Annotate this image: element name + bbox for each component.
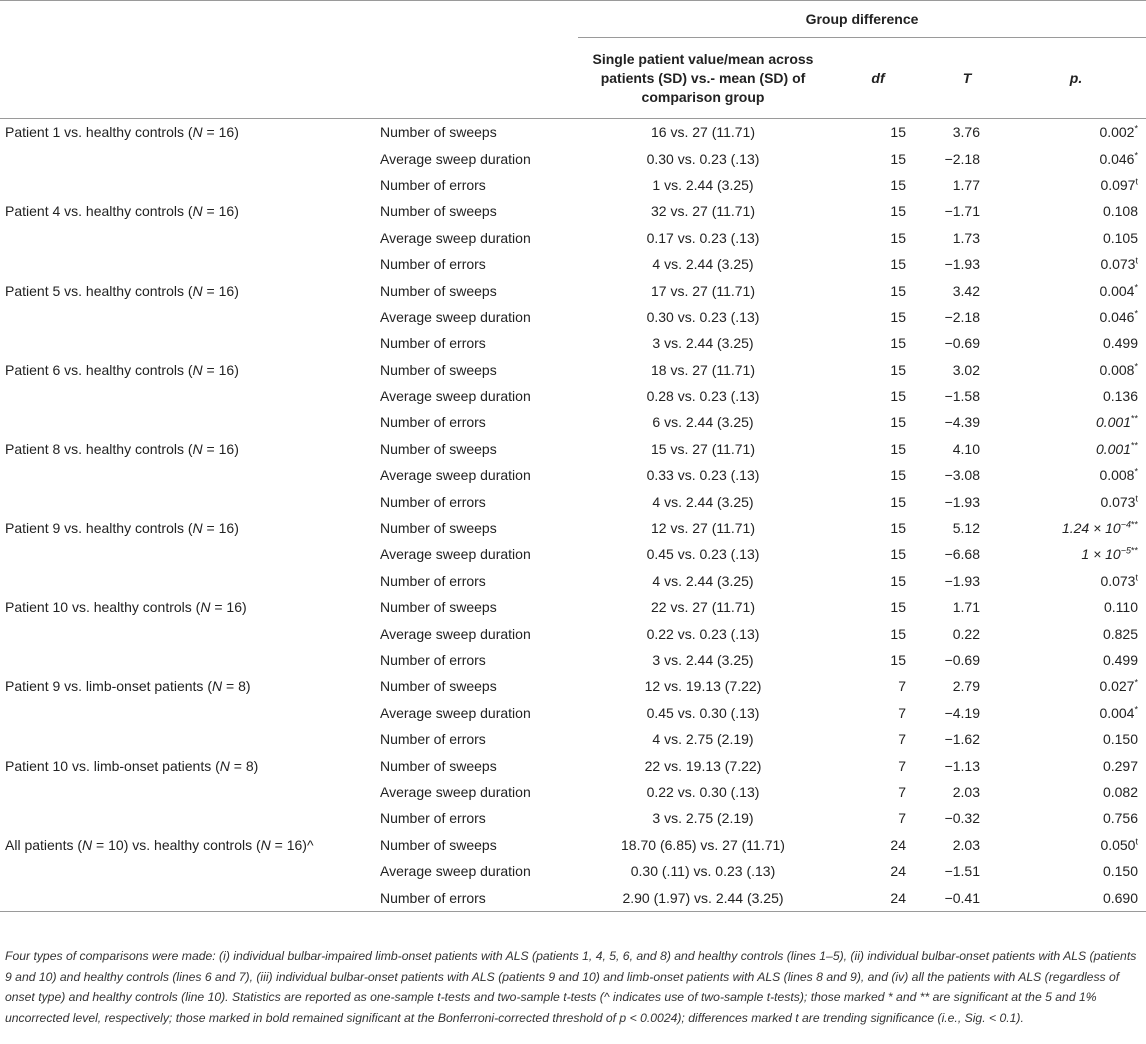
value-cell: 0.22 vs. 0.30 (.13) — [646, 783, 760, 800]
value-cell: 32 vs. 27 (11.71) — [650, 203, 756, 220]
measure-cell: Number of errors — [380, 493, 486, 510]
measure-cell: Number of sweeps — [380, 678, 497, 695]
t-cell: 2.03 — [952, 783, 980, 800]
value-cell: 15 vs. 27 (11.71) — [650, 440, 756, 457]
measure-cell: Average sweep duration — [380, 229, 531, 246]
p-cell: 0.136 — [1102, 388, 1138, 405]
df-cell: 15 — [890, 625, 906, 642]
t-cell: −1.62 — [944, 731, 980, 748]
p-cell: 0.082 — [1102, 783, 1138, 800]
value-cell: 1 vs. 2.44 (3.25) — [652, 176, 754, 193]
t-cell: −6.68 — [944, 546, 980, 563]
table-row — [0, 409, 1146, 435]
measure-cell: Number of sweeps — [380, 520, 497, 537]
measure-cell: Average sweep duration — [380, 863, 531, 880]
table-row — [0, 436, 1146, 462]
table-row — [0, 304, 1146, 330]
t-cell: 1.71 — [952, 599, 980, 616]
value-cell: 0.22 vs. 0.23 (.13) — [646, 625, 760, 642]
group-difference-header: Group difference — [578, 1, 1146, 38]
t-cell: 2.79 — [952, 678, 980, 695]
t-cell: −2.18 — [944, 308, 980, 325]
t-cell: 3.42 — [952, 282, 980, 299]
df-cell: 15 — [890, 176, 906, 193]
table-row — [0, 858, 1146, 884]
df-cell: 7 — [898, 783, 906, 800]
df-cell: 15 — [890, 652, 906, 668]
comparison-group-cell: Patient 1 vs. healthy controls (N = 16) — [5, 124, 239, 141]
comparison-group-cell — [0, 225, 378, 251]
df-cell: 24 — [828, 884, 928, 911]
measure-cell: Number of errors — [380, 256, 486, 273]
value-cell: 22 vs. 27 (11.71) — [650, 599, 756, 616]
df-cell: 15 — [890, 150, 906, 167]
table-row — [0, 251, 1146, 277]
df-cell: 7 — [898, 757, 906, 774]
p-cell: 0.297 — [1102, 757, 1138, 774]
comparison-group-cell — [0, 805, 378, 831]
comparison-group-cell — [0, 779, 378, 805]
comparison-group-cell: All patients (N = 10) vs. healthy controls (N = 16)^ — [5, 836, 314, 853]
comparison-group-cell — [0, 488, 378, 514]
measure-cell: Number of errors — [380, 414, 486, 431]
measure-cell: Number of sweeps — [380, 361, 497, 378]
p-cell: 0.001** — [1095, 413, 1138, 431]
t-cell: −4.39 — [944, 414, 980, 431]
t-cell: −0.69 — [944, 652, 980, 668]
table-row — [0, 647, 1146, 673]
df-cell: 15 — [890, 572, 906, 589]
df-cell: 15 — [890, 124, 906, 141]
t-cell: −1.93 — [944, 256, 980, 273]
value-cell: 12 vs. 27 (11.71) — [650, 520, 756, 537]
df-cell: 7 — [898, 731, 906, 748]
comparison-group-cell — [0, 620, 378, 646]
table-row — [0, 145, 1146, 171]
comparison-group-cell: Patient 10 vs. healthy controls (N = 16) — [5, 599, 247, 616]
p-cell: 0.004* — [1099, 281, 1138, 299]
comparison-group-cell — [0, 647, 378, 673]
p-cell: 0.002* — [1099, 123, 1138, 141]
comparison-group-cell — [0, 541, 378, 567]
comparison-group-cell — [0, 884, 378, 911]
measure-cell: Number of sweeps — [380, 440, 497, 457]
df-column-header: df — [828, 38, 928, 119]
value-cell: 3 vs. 2.75 (2.19) — [652, 810, 754, 827]
comparison-group-cell: Patient 4 vs. healthy controls (N = 16) — [5, 203, 239, 220]
comparison-group-cell — [0, 304, 378, 330]
p-cell: 0.046* — [1099, 149, 1138, 167]
value-cell: 17 vs. 27 (11.71) — [650, 282, 756, 299]
comparison-group-cell — [0, 409, 378, 435]
df-cell: 24 — [890, 836, 906, 853]
measure-cell: Number of sweeps — [380, 836, 497, 853]
comparison-group-cell — [0, 462, 378, 488]
measure-cell: Number of sweeps — [380, 757, 497, 774]
table-row — [0, 462, 1146, 488]
table-row — [0, 805, 1146, 831]
value-cell: 0.33 vs. 0.23 (.13) — [646, 467, 760, 484]
table-row — [0, 198, 1146, 224]
measure-cell: Number of sweeps — [380, 599, 497, 616]
df-cell: 15 — [890, 388, 906, 405]
measure-cell: Average sweep duration — [380, 546, 531, 563]
t-cell: −0.32 — [944, 810, 980, 827]
value-cell: 0.30 vs. 0.23 (.13) — [646, 308, 760, 325]
t-cell: 0.22 — [952, 625, 980, 642]
t-cell: −4.19 — [944, 704, 980, 721]
p-cell: $1.24 \times 10^{-4**}$ — [1061, 519, 1138, 537]
table-row — [0, 172, 1146, 198]
t-cell: 2.03 — [952, 836, 980, 853]
t-cell: −0.69 — [944, 335, 980, 352]
p-cell: 0.008* — [1099, 466, 1138, 484]
table-row — [0, 383, 1146, 409]
df-cell: 15 — [890, 440, 906, 457]
t-cell: −3.08 — [944, 467, 980, 484]
measure-cell: Number of sweeps — [380, 203, 497, 220]
t-cell: 4.10 — [952, 440, 980, 457]
p-cell: 0.046* — [1099, 308, 1138, 325]
comparison-group-cell — [0, 858, 378, 884]
measure-cell: Average sweep duration — [380, 467, 531, 484]
df-cell: 15 — [890, 203, 906, 220]
table-row — [0, 620, 1146, 646]
comparison-group-cell: Patient 5 vs. healthy controls (N = 16) — [5, 282, 239, 299]
p-cell: 0.097$^t$ — [1100, 176, 1138, 193]
measure-cell: Average sweep duration — [380, 308, 531, 325]
df-cell: 15 — [890, 414, 906, 431]
value-cell: 4 vs. 2.44 (3.25) — [652, 572, 754, 589]
df-cell: 15 — [890, 546, 906, 563]
t-cell: −1.58 — [944, 388, 980, 405]
p-cell: 0.499 — [1102, 335, 1138, 352]
t-cell: 5.12 — [952, 520, 980, 537]
t-cell: 3.02 — [952, 361, 980, 378]
t-cell: 1.73 — [952, 229, 980, 246]
comparison-group-cell: Patient 9 vs. limb-onset patients (N = 8) — [5, 678, 251, 695]
p-cell: 0.756 — [1102, 810, 1138, 827]
p-column-header: p. — [1006, 38, 1146, 119]
table-row — [0, 884, 1146, 911]
table-row — [0, 673, 1146, 699]
value-cell: 4 vs. 2.75 (2.19) — [652, 731, 754, 748]
measure-cell: Number of errors — [378, 884, 578, 911]
df-cell: 15 — [890, 361, 906, 378]
df-cell: 15 — [890, 308, 906, 325]
measure-cell: Average sweep duration — [380, 783, 531, 800]
comparison-group-cell: Patient 6 vs. healthy controls (N = 16) — [5, 361, 239, 378]
table-row — [0, 488, 1146, 514]
df-cell: 15 — [890, 520, 906, 537]
comparison-group-cell — [0, 145, 378, 171]
comparison-group-cell: Patient 10 vs. limb-onset patients (N = 8) — [5, 757, 259, 774]
measure-cell: Average sweep duration — [380, 704, 531, 721]
table-row — [0, 779, 1146, 805]
p-cell: 0.050$^t$ — [1100, 836, 1138, 853]
t-cell: −1.93 — [944, 572, 980, 589]
t-cell: −1.93 — [944, 493, 980, 510]
table-header — [0, 1, 1146, 119]
value-cell: 3 vs. 2.44 (3.25) — [652, 652, 754, 668]
table-row — [0, 752, 1146, 778]
p-cell: 0.150 — [1102, 731, 1138, 748]
value-cell: 4 vs. 2.44 (3.25) — [652, 493, 754, 510]
value-column-header: Single patient value/mean across patients (SD) vs.- mean (SD) of comparison group — [578, 38, 828, 119]
measure-cell: Number of errors — [380, 572, 486, 589]
measure-cell: Number of errors — [380, 176, 486, 193]
comparison-group-cell — [0, 700, 378, 726]
table-row — [0, 568, 1146, 594]
value-cell: 3 vs. 2.44 (3.25) — [652, 335, 754, 352]
df-cell: 15 — [890, 493, 906, 510]
measure-cell: Average sweep duration — [380, 625, 531, 642]
p-cell: 0.108 — [1102, 203, 1138, 220]
table-row — [0, 832, 1146, 858]
table-row — [0, 357, 1146, 383]
measure-cell: Average sweep duration — [380, 388, 531, 405]
p-cell: 0.073$^t$ — [1100, 493, 1138, 510]
p-cell: 0.073$^t$ — [1100, 255, 1138, 273]
df-cell: 15 — [890, 599, 906, 616]
p-cell: 0.499 — [1102, 652, 1138, 668]
p-cell: $1 \times 10^{-5**}$ — [1081, 545, 1138, 563]
df-cell: 15 — [890, 335, 906, 352]
value-cell: 4 vs. 2.44 (3.25) — [652, 256, 754, 273]
value-cell: 0.45 vs. 0.23 (.13) — [646, 546, 760, 563]
value-cell: 16 vs. 27 (11.71) — [650, 124, 756, 141]
comparison-group-cell: Patient 8 vs. healthy controls (N = 16) — [5, 440, 239, 457]
t-cell: −1.13 — [944, 757, 980, 774]
value-cell: 0.17 vs. 0.23 (.13) — [646, 229, 760, 246]
value-cell: 0.45 vs. 0.30 (.13) — [646, 704, 760, 721]
table-row — [0, 119, 1146, 146]
measure-cell: Number of errors — [380, 335, 486, 352]
t-cell: −1.51 — [944, 863, 980, 880]
t-cell: 3.76 — [952, 124, 980, 141]
measure-cell: Number of errors — [380, 731, 486, 748]
value-cell: 6 vs. 2.44 (3.25) — [652, 414, 754, 431]
measure-cell: Average sweep duration — [380, 150, 531, 167]
df-cell: 15 — [890, 282, 906, 299]
comparison-group-cell — [0, 568, 378, 594]
value-cell: 2.90 (1.97) vs. 2.44 (3.25) — [578, 884, 828, 911]
table-row — [0, 700, 1146, 726]
p-cell: 0.073$^t$ — [1100, 572, 1138, 589]
t-cell: −1.71 — [944, 203, 980, 220]
t-cell: −2.18 — [944, 150, 980, 167]
value-cell: 18 vs. 27 (11.71) — [650, 361, 756, 378]
table-row — [0, 541, 1146, 567]
p-cell: 0.690 — [1006, 884, 1146, 911]
table-row — [0, 225, 1146, 251]
measure-cell: Number of errors — [380, 652, 486, 668]
comparison-group-cell — [0, 172, 378, 198]
df-cell: 7 — [898, 678, 906, 695]
table-footnote: Four types of comparisons were made: (i) individual bulbar-impaired limb-onset patients with ALS (patients 1, 4, 5, 6, and 8) and healthy controls (lines 1–5), (ii) individual bulbar-onset patients with ALS (patients 9 and 10) and healthy controls (lines 6 and 7), (iii) individual bulbar-onset patients with ALS (patients 9 and 10) and limb-onset patients with ALS (lines 8 and 9), and (iv) all the patients with ALS (regardless of onset type) and healthy controls (line 10). Statistics are reported as one-sample t-tests and two-sample t-tests (^ indicates use of two-sample t-tests); those marked * and ** are significant at the 5 and 1% uncorrected level, respectively; those marked in bold remained significant at the Bonferroni-corrected threshold of p < 0.0024); differences marked t are trending significance (i.e., Sig. < 0.1). — [5, 949, 1137, 1025]
value-cell: 18.70 (6.85) vs. 27 (11.71) — [621, 836, 785, 853]
comparison-group-cell — [0, 726, 378, 752]
p-cell: 0.027* — [1099, 677, 1138, 695]
table-row — [0, 726, 1146, 752]
df-cell: 15 — [890, 467, 906, 484]
t-cell: 1.77 — [952, 176, 980, 193]
comparison-group-cell: Patient 9 vs. healthy controls (N = 16) — [5, 520, 239, 537]
p-cell: 0.008* — [1099, 361, 1138, 378]
df-cell: 7 — [898, 810, 906, 827]
value-cell: 0.30 vs. 0.23 (.13) — [646, 150, 760, 167]
p-cell: 0.001** — [1095, 440, 1138, 457]
comparison-group-cell — [0, 330, 378, 356]
p-cell: 0.105 — [1102, 229, 1138, 246]
comparison-group-cell — [0, 383, 378, 409]
value-cell: 12 vs. 19.13 (7.22) — [644, 678, 762, 695]
measure-cell: Number of sweeps — [380, 124, 497, 141]
t-column-header: T — [928, 38, 1006, 119]
measure-cell: Number of sweeps — [380, 282, 497, 299]
table-row — [0, 515, 1146, 541]
t-cell: −0.41 — [928, 884, 1006, 911]
p-cell: 0.825 — [1102, 625, 1138, 642]
value-cell: 0.28 vs. 0.23 (.13) — [646, 388, 760, 405]
value-cell: 0.30 (.11) vs. 0.23 (.13) — [630, 863, 776, 880]
table-body — [0, 119, 1146, 912]
comparison-group-cell — [0, 251, 378, 277]
value-cell: 22 vs. 19.13 (7.22) — [644, 757, 762, 774]
p-cell: 0.150 — [1102, 863, 1138, 880]
df-cell: 24 — [890, 863, 906, 880]
p-cell: 0.110 — [1104, 599, 1138, 616]
p-cell: 0.004* — [1099, 704, 1138, 721]
df-cell: 7 — [898, 704, 906, 721]
table-row — [0, 330, 1146, 356]
measure-cell: Number of errors — [380, 810, 486, 827]
table-row — [0, 594, 1146, 620]
df-cell: 15 — [890, 229, 906, 246]
df-cell: 15 — [890, 256, 906, 273]
table-row — [0, 277, 1146, 303]
